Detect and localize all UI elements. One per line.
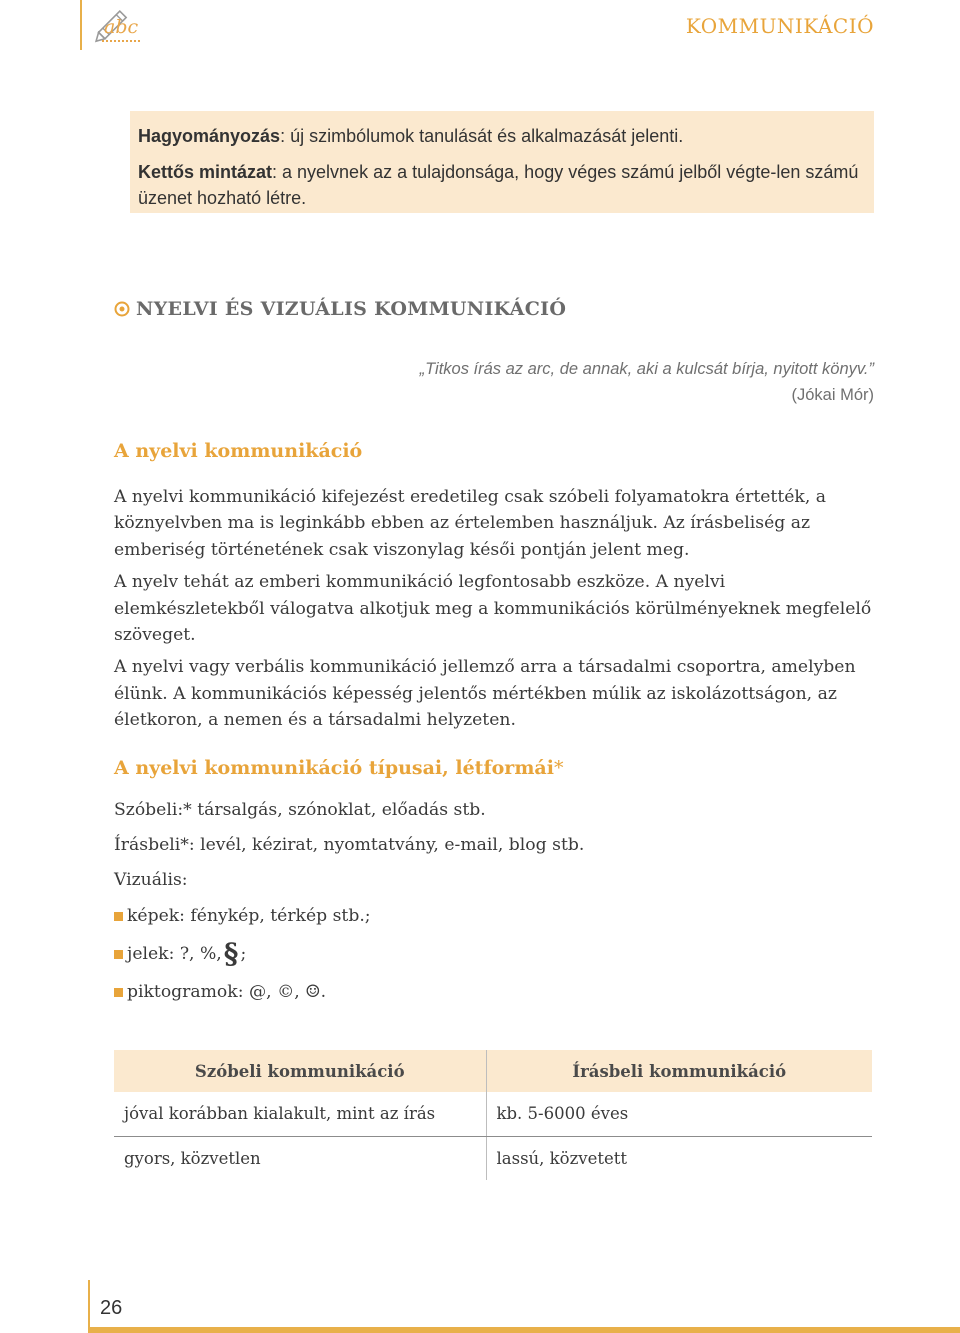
oral-line: Szóbeli:* társalgás, szónoklat, előadás stb.	[114, 800, 486, 820]
term-2: Kettős mintázat	[138, 162, 273, 182]
quote	[420, 356, 874, 408]
definition-1	[138, 123, 866, 149]
table-cell: jóval korábban kialakult, mint az írás	[114, 1092, 486, 1136]
footer-bar	[88, 1327, 960, 1333]
list-item	[114, 982, 326, 1002]
table-cell: kb. 5-6000 éves	[486, 1092, 872, 1136]
chapter-title: KOMMUNIKÁCIÓ	[685, 14, 874, 38]
table-row	[114, 1136, 872, 1180]
term-1: Hagyományozás	[138, 126, 281, 146]
list-item-text: piktogramok: @, ©, ☺.	[127, 982, 327, 1002]
paragraph: A nyelvi vagy verbális kommunikáció jellemző arra a társadalmi csoportra, amelyben élünk. A kommunikációs képesség jelentős mértékben múlik az iskolázottságon, az életkoron, a nemen és a társadalmi helyzeten.	[114, 657, 856, 731]
page-number: 26	[100, 1297, 123, 1319]
section-sign-symbol: §	[223, 937, 239, 970]
bullet-square-icon	[114, 912, 123, 921]
comparison-table	[114, 1050, 872, 1180]
table-cell: lassú, közvetett	[486, 1136, 872, 1180]
types-title-mark: *	[553, 757, 564, 779]
quote-text: „Titkos írás az arc, de annak, aki a kulcsát bírja, nyitott könyv.”	[419, 360, 874, 378]
types-title: A nyelvi kommunikáció típusai, létformái	[114, 757, 554, 779]
list-item-text: képek: fénykép, térkép stb.;	[127, 906, 371, 926]
table-header: Szóbeli kommunikáció	[114, 1050, 486, 1092]
table-header: Írásbeli kommunikáció	[486, 1050, 872, 1092]
paragraph: A nyelv tehát az emberi kommunikáció legfontosabb eszköze. A nyelvi elemkészletekből válogatva alkotjuk meg a kommunikációs körülményeknek megfelelő szöveget.	[114, 572, 872, 646]
target-icon	[114, 301, 130, 317]
logo-text: abc	[104, 16, 139, 38]
quote-author: (Jókai Mór)	[791, 386, 874, 404]
paragraph: A nyelvi kommunikáció kifejezést eredetileg csak szóbeli folyamatokra értették, a köznyelvben ma is leginkább ebben az értelemben használjuk. Az írásbeliség az emberiség történetének csak viszonylag késői pontján jelent meg.	[114, 487, 826, 560]
definition-callout	[130, 111, 874, 213]
visual-line: Vizuális:	[114, 870, 188, 890]
subsection-title: A nyelvi kommunikáció	[114, 440, 363, 462]
footer-rule	[88, 1280, 90, 1333]
types-heading	[114, 757, 563, 779]
definition-1-text: : új szimbólumok tanulását és alkalmazását jelenti.	[280, 126, 684, 146]
header-rule	[80, 0, 82, 50]
logo-dots	[102, 40, 140, 42]
list-item-suffix: ;	[240, 944, 247, 964]
bullet-square-icon	[114, 950, 123, 959]
list-item	[114, 906, 371, 926]
section-title: NYELVI ÉS VIZUÁLIS KOMMUNIKÁCIÓ	[136, 298, 567, 320]
bullet-square-icon	[114, 988, 123, 997]
body-text	[114, 484, 874, 740]
list-item-text: jelek: ?, %,	[127, 944, 222, 964]
definition-2-text: : a nyelvnek az a tulajdonsága, hogy véges számú jelből végte-len számú üzenet hozható létre.	[138, 162, 859, 208]
definition-2	[138, 159, 866, 211]
table-row	[114, 1092, 872, 1136]
table-cell: gyors, közvetlen	[124, 1148, 261, 1168]
table-header-row	[114, 1050, 872, 1092]
list-item	[114, 937, 247, 970]
written-line: Írásbeli*: levél, kézirat, nyomtatvány, e-mail, blog stb.	[114, 835, 585, 855]
section-heading	[114, 298, 566, 320]
